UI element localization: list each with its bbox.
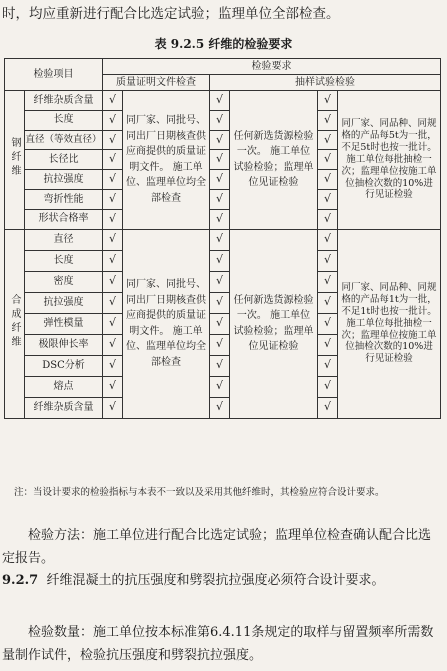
- check-mark: √: [103, 271, 123, 292]
- check-mark: √: [318, 209, 338, 229]
- synthetic-item: 长度: [25, 250, 103, 271]
- steel-group-label: 钢纤维: [5, 91, 25, 230]
- inspection-quantity-paragraph: 检验数量：施工单位按本标准第6.4.11条规定的取样与留置频率所需数量制作试件，检验抗压强度和劈裂抗拉强度。: [2, 625, 434, 663]
- check-mark: √: [318, 376, 338, 397]
- top-text: 时，均应重新进行配合比选定试验；监理单位全部检查。: [2, 6, 340, 22]
- check-mark: √: [103, 91, 123, 111]
- check-mark: √: [210, 250, 230, 271]
- check-mark: √: [210, 130, 230, 150]
- check-mark: √: [318, 271, 338, 292]
- steel-frequency-text: 同厂家、同品种、同规格的产品每5t为一批，不足5t时也按一批计。 施工单位每批抽检一次；监理单位按施工单位抽检次数的10%进行见证检验: [338, 91, 441, 230]
- check-mark: √: [103, 229, 123, 250]
- synthetic-quality-text: 同厂家、同批号、同出厂日期核查供应商提供的质量证明文件。 施工单位、监理单位均全部检查: [123, 229, 210, 418]
- clause-text: 纤维混凝土的抗压强度和劈裂抗拉强度必须符合设计要求。: [46, 573, 385, 588]
- check-mark: √: [318, 170, 338, 190]
- steel-quality-text: 同厂家、同批号、同出厂日期核查供应商提供的质量证明文件。 施工单位、监理单位均全部检查: [123, 91, 210, 230]
- check-mark: √: [210, 229, 230, 250]
- check-mark: √: [318, 130, 338, 150]
- check-mark: √: [210, 271, 230, 292]
- check-mark: √: [210, 397, 230, 418]
- check-mark: √: [103, 355, 123, 376]
- check-mark: √: [103, 334, 123, 355]
- check-mark: √: [103, 292, 123, 313]
- steel-item: 形状合格率: [25, 209, 103, 229]
- header-quality-doc: 质量证明文件检查: [103, 75, 210, 91]
- check-mark: √: [318, 250, 338, 271]
- synthetic-frequency-text: 同厂家、同品种、同规格的产品每1t为一批，不足1t时也按一批计。 施工单位每批抽检一次；监理单位按施工单位抽检次数的10%进行见证检验: [338, 229, 441, 418]
- header-item: 检验项目: [5, 59, 103, 91]
- clause-number: 9.2.7: [2, 573, 39, 588]
- steel-item: 抗拉强度: [25, 170, 103, 190]
- synthetic-item: DSC分析: [25, 355, 103, 376]
- steel-item: 长度: [25, 110, 103, 130]
- steel-item: 直径（等效直径）: [25, 130, 103, 150]
- steel-item: 纤维杂质含量: [25, 91, 103, 111]
- table-note: 注：当设计要求的检验指标与本表不一致以及采用其他纤维时，其检验应符合设计要求。: [14, 487, 385, 498]
- check-mark: √: [103, 110, 123, 130]
- check-mark: √: [210, 376, 230, 397]
- steel-sampling-text: 任何新选货源检验一次。 施工单位试验检验；监理单位见证检验: [230, 91, 318, 230]
- synthetic-sampling-text: 任何新选货源检验一次。 施工单位试验检验；监理单位见证检验: [230, 229, 318, 418]
- steel-item: 弯折性能: [25, 189, 103, 209]
- check-mark: √: [103, 313, 123, 334]
- synthetic-item: 抗拉强度: [25, 292, 103, 313]
- check-mark: √: [318, 91, 338, 111]
- check-mark: √: [318, 397, 338, 418]
- check-mark: √: [210, 91, 230, 111]
- synthetic-item: 密度: [25, 271, 103, 292]
- synthetic-item: 弹性模量: [25, 313, 103, 334]
- check-mark: √: [318, 292, 338, 313]
- check-mark: √: [210, 209, 230, 229]
- check-mark: √: [103, 250, 123, 271]
- check-mark: √: [318, 313, 338, 334]
- inspection-method-paragraph: 检验方法：施工单位进行配合比选定试验；监理单位检查确认配合比选定报告。: [2, 528, 432, 566]
- check-mark: √: [210, 334, 230, 355]
- check-mark: √: [210, 355, 230, 376]
- check-mark: √: [210, 292, 230, 313]
- check-mark: √: [318, 150, 338, 170]
- header-requirements: 检验要求: [103, 59, 441, 75]
- table-caption: 表 9.2.5 纤维的检验要求: [154, 37, 293, 51]
- synthetic-item: 直径: [25, 229, 103, 250]
- check-mark: √: [210, 189, 230, 209]
- check-mark: √: [103, 376, 123, 397]
- check-mark: √: [103, 209, 123, 229]
- check-mark: √: [103, 170, 123, 190]
- check-mark: √: [210, 313, 230, 334]
- check-mark: √: [103, 130, 123, 150]
- synthetic-item: 纤维杂质含量: [25, 397, 103, 418]
- check-mark: √: [318, 189, 338, 209]
- check-mark: √: [103, 150, 123, 170]
- check-mark: √: [210, 110, 230, 130]
- check-mark: √: [318, 334, 338, 355]
- synthetic-group-label: 合成纤维: [5, 229, 25, 418]
- check-mark: √: [318, 110, 338, 130]
- check-mark: √: [103, 397, 123, 418]
- clause-9-2-7: [2, 570, 442, 593]
- synthetic-item: 极限伸长率: [25, 334, 103, 355]
- check-mark: √: [318, 229, 338, 250]
- header-sampling: 抽样试验检验: [210, 75, 441, 91]
- check-mark: √: [318, 355, 338, 376]
- check-mark: √: [103, 189, 123, 209]
- synthetic-item: 熔点: [25, 376, 103, 397]
- fiber-inspection-table: [4, 58, 441, 419]
- check-mark: √: [210, 150, 230, 170]
- steel-item: 长径比: [25, 150, 103, 170]
- check-mark: √: [210, 170, 230, 190]
